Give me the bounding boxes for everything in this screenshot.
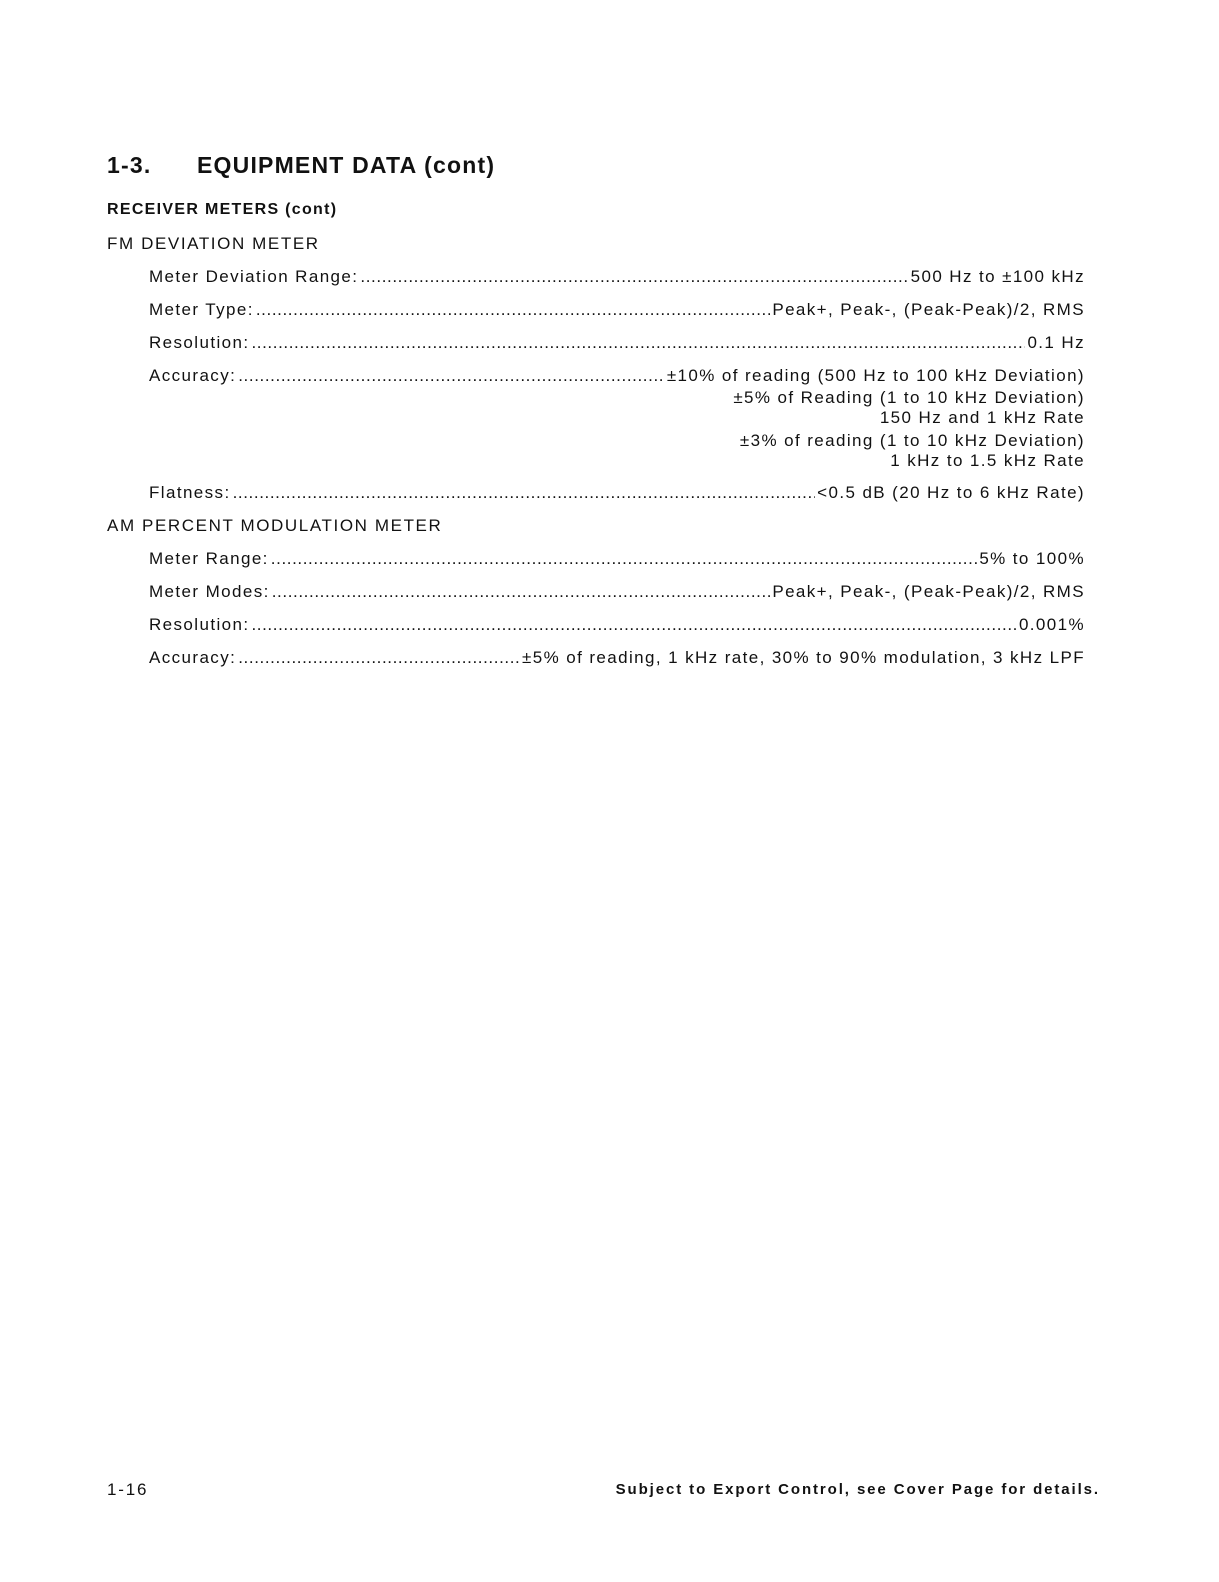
spec-label: Accuracy: (149, 366, 237, 385)
section-title: EQUIPMENT DATA (cont) (197, 152, 496, 178)
spec-label: Meter Deviation Range: (149, 267, 359, 286)
spec-value: <0.5 dB (20 Hz to 6 kHz Rate) (817, 483, 1085, 502)
subheading: RECEIVER METERS (cont) (107, 201, 338, 218)
spec-am-meter-range (149, 549, 1085, 569)
dot-leader (256, 300, 770, 320)
spec-label: Meter Modes: (149, 582, 270, 601)
spec-value: 5% to 100% (979, 549, 1085, 568)
spec-value: 0.1 Hz (1027, 333, 1085, 352)
page-number: 1-16 (107, 1480, 149, 1499)
dot-leader (251, 333, 1025, 353)
spec-value: 0.001% (1018, 615, 1085, 634)
dot-leader (233, 483, 816, 503)
am-percent-modulation-meter-heading: AM PERCENT MODULATION METER (107, 516, 443, 535)
spec-value: Peak+, Peak-, (Peak-Peak)/2, RMS (772, 300, 1085, 319)
spec-label: Accuracy: (149, 648, 237, 667)
spec-fm-flatness (149, 483, 1085, 503)
dot-leader (271, 549, 978, 569)
spec-label: Resolution: (149, 333, 250, 352)
spec-value: 500 Hz to ±100 kHz (910, 267, 1085, 286)
spec-am-meter-modes (149, 582, 1085, 602)
spec-fm-meter-deviation-range (149, 267, 1085, 287)
export-control-notice: Subject to Export Control, see Cover Page for details. (615, 1481, 1100, 1498)
spec-label: Resolution: (149, 615, 250, 634)
dot-leader (238, 366, 665, 386)
dot-leader (272, 582, 771, 602)
spec-value: ±10% of reading (500 Hz to 100 kHz Deviation) (666, 366, 1085, 385)
spec-fm-meter-type (149, 300, 1085, 320)
spec-am-accuracy (149, 648, 1085, 668)
spec-value: Peak+, Peak-, (Peak-Peak)/2, RMS (772, 582, 1085, 601)
dot-leader (360, 267, 908, 287)
fm-deviation-meter-heading: FM DEVIATION METER (107, 234, 320, 253)
dot-leader (238, 648, 520, 668)
spec-label: Meter Range: (149, 549, 269, 568)
spec-fm-resolution (149, 333, 1085, 353)
spec-label: Flatness: (149, 483, 231, 502)
spec-label: Meter Type: (149, 300, 254, 319)
spec-continuation: ±5% of Reading (1 to 10 kHz Deviation) (733, 388, 1085, 407)
spec-fm-accuracy (149, 366, 1085, 471)
spec-continuation: 1 kHz to 1.5 kHz Rate (890, 451, 1085, 470)
page-title (107, 152, 495, 179)
section-number: 1-3. (107, 152, 152, 178)
dot-leader (251, 615, 1016, 635)
spec-continuation: 150 Hz and 1 kHz Rate (879, 408, 1085, 427)
spec-value: ±5% of reading, 1 kHz rate, 30% to 90% modulation, 3 kHz LPF (522, 648, 1085, 667)
spec-am-resolution (149, 615, 1085, 635)
spec-continuation: ±3% of reading (1 to 10 kHz Deviation) (739, 431, 1085, 450)
